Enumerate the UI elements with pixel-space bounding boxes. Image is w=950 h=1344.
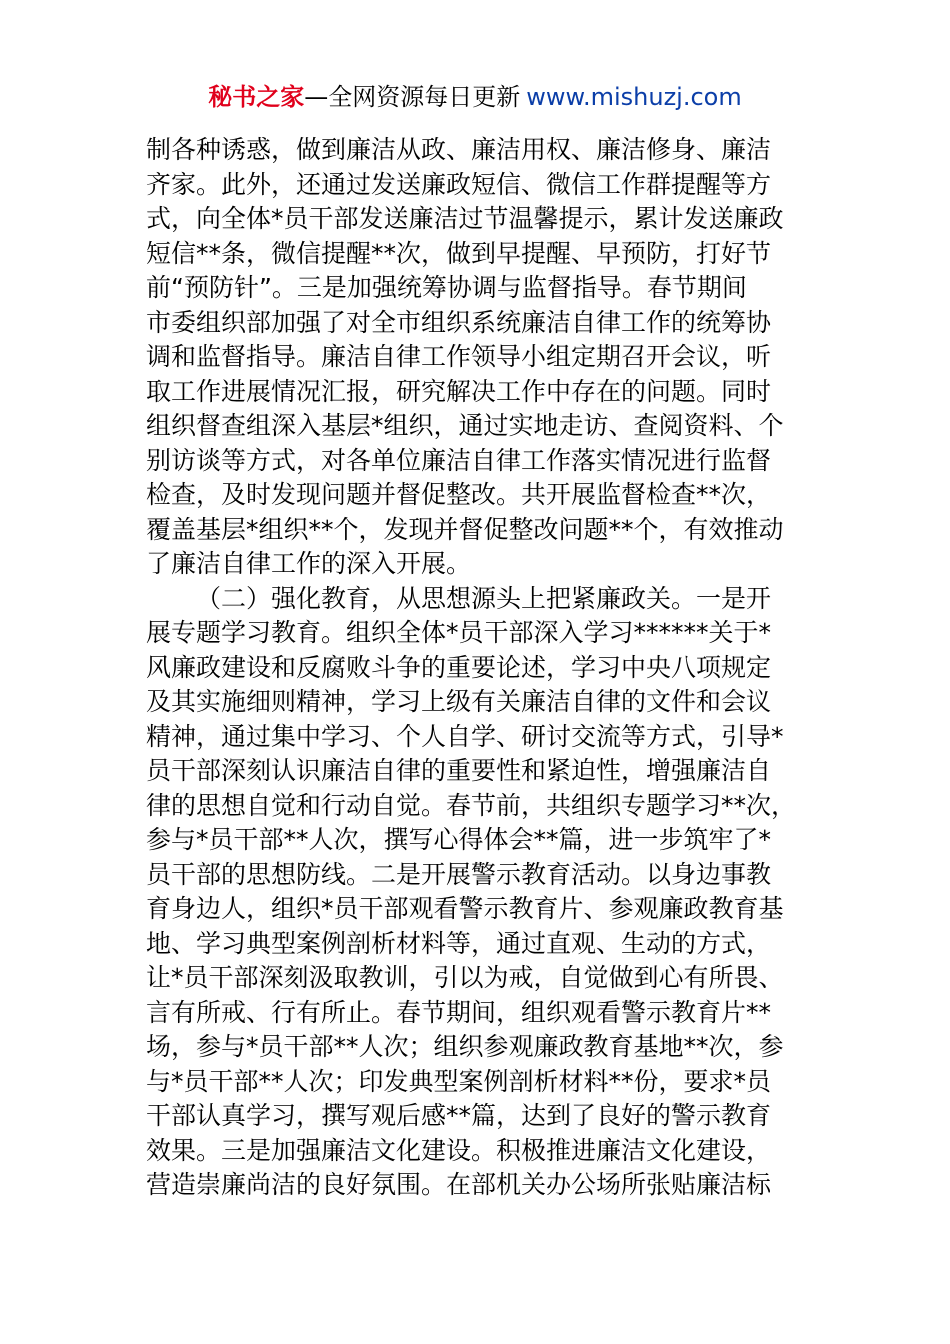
text-line: 检查，及时发现问题并督促整改。共开展监督检查**次，	[146, 480, 772, 509]
text-line: 精神，通过集中学习、个人自学、研讨交流等方式，引导*	[146, 721, 784, 751]
site-url-link[interactable]: www.mishuzj.com	[526, 83, 742, 111]
document-body	[146, 133, 816, 1203]
site-name: 秘书之家	[208, 83, 305, 111]
text-line: 与*员干部**人次；印发典型案例剖析材料**份，要求*员	[146, 1066, 772, 1096]
text-line: 前“预防针”。三是加强统筹协调与监督指导。春节期间	[146, 273, 747, 302]
text-line: 参与*员干部**人次，撰写心得体会**篇，进一步筑牢了*	[146, 825, 772, 854]
paragraph-heading-line: （二）强化教育，从思想源头上把紧廉政关。一是开	[196, 583, 772, 613]
text-line: 市委组织部加强了对全市组织系统廉洁自律工作的统筹协	[146, 307, 772, 337]
text-line: 风廉政建设和反腐败斗争的重要论述，学习中央八项规定	[146, 652, 772, 682]
text-line: 短信**条，微信提醒**次，做到早提醒、早预防，打好节	[146, 238, 772, 268]
text-line: 式，向全体*员干部发送廉洁过节温馨提示，累计发送廉政	[146, 204, 784, 233]
text-line: 取工作进展情况汇报，研究解决工作中存在的问题。同时	[146, 376, 772, 406]
text-line: 员干部深刻认识廉洁自律的重要性和紧迫性，增强廉洁自	[146, 756, 772, 785]
text-line: 员干部的思想防线。二是开展警示教育活动。以身边事教	[146, 859, 772, 889]
text-line: 制各种诱惑，做到廉洁从政、廉洁用权、廉洁修身、廉洁	[146, 135, 772, 164]
text-line: 地、学习典型案例剖析材料等，通过直观、生动的方式，	[146, 928, 772, 958]
text-line: 律的思想自觉和行动自觉。春节前，共组织专题学习**次，	[146, 790, 797, 820]
text-line: 干部认真学习，撰写观后感**篇，达到了良好的警示教育	[146, 1101, 772, 1130]
text-line: 了廉洁自律工作的深入开展。	[146, 549, 472, 578]
text-line: 言有所戒、行有所止。春节期间，组织观看警示教育片**	[146, 997, 772, 1027]
text-line: 让*员干部深刻汲取教训，引以为戒，自觉做到心有所畏、	[146, 963, 784, 992]
text-line: 齐家。此外，还通过发送廉政短信、微信工作群提醒等方	[146, 169, 772, 199]
text-line: 覆盖基层*组织**个，发现并督促整改问题**个，有效推动	[146, 514, 784, 544]
text-line: 场，参与*员干部**人次；组织参观廉政教育基地**次，参	[146, 1032, 784, 1061]
site-tagline: —全网资源每日更新	[304, 83, 521, 111]
text-line: 及其实施细则精神，学习上级有关廉洁自律的文件和会议	[146, 687, 772, 716]
text-line: 效果。三是加强廉洁文化建设。积极推进廉洁文化建设，	[146, 1135, 772, 1165]
text-line: 营造崇廉尚洁的良好氛围。在部机关办公场所张贴廉洁标	[146, 1170, 772, 1199]
text-line: 展专题学习教育。组织全体*员干部深入学习******关于*	[146, 618, 772, 647]
text-line: 组织督查组深入基层*组织，通过实地走访、查阅资料、个	[146, 411, 784, 440]
text-line: 别访谈等方式，对各单位廉洁自律工作落实情况进行监督	[146, 445, 772, 475]
site-header	[0, 80, 950, 114]
text-line: 育身边人，组织*员干部观看警示教育片、参观廉政教育基	[146, 894, 784, 923]
text-line: 调和监督指导。廉洁自律工作领导小组定期召开会议，听	[146, 342, 772, 371]
